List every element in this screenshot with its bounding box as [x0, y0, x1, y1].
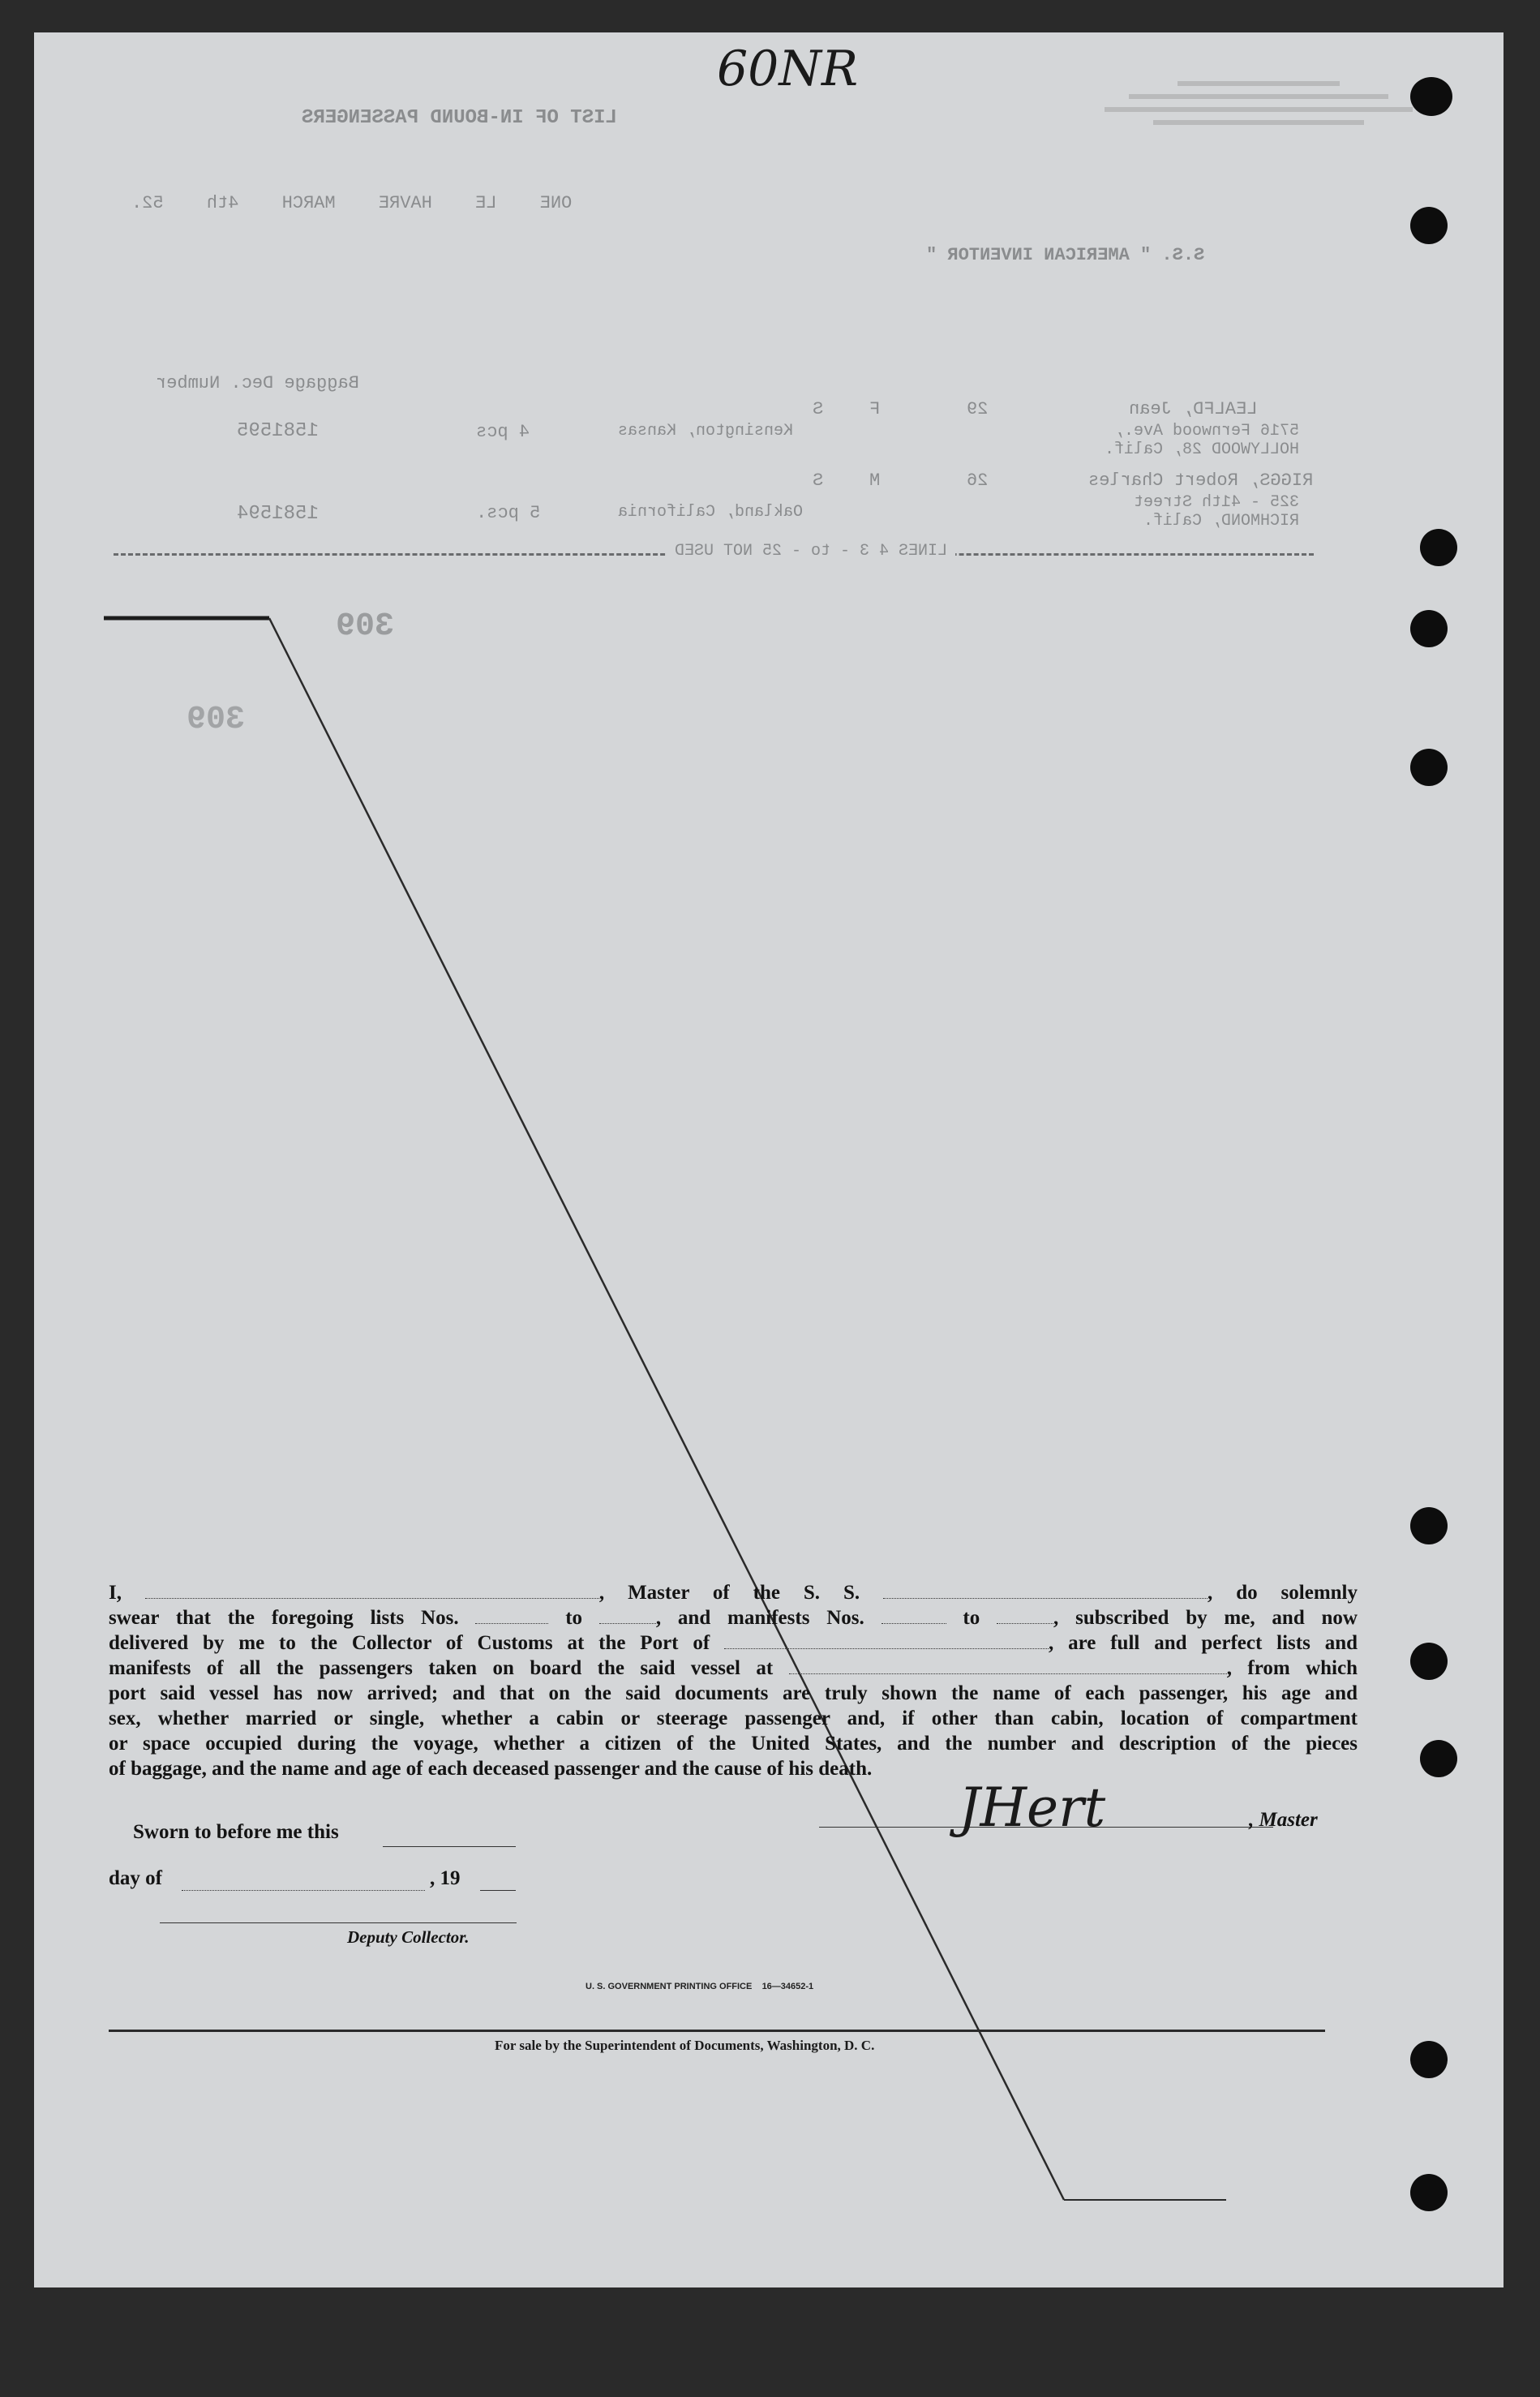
age: 29 [967, 399, 989, 419]
status: S [813, 470, 824, 491]
stamp-number: 309 [336, 608, 395, 645]
cancellation-line [34, 32, 1504, 2287]
punch-hole [1410, 1507, 1448, 1544]
punch-hole [1410, 749, 1448, 786]
age: 26 [967, 470, 989, 491]
handwritten-reference: 60NR [717, 41, 859, 97]
voyage-line-bleed: ONE LE HAVRE MARCH 4th 52. [131, 193, 573, 213]
punch-hole [1420, 1740, 1457, 1777]
deputy-line [160, 1922, 517, 1923]
manifest-page [34, 32, 1504, 2287]
oath-line-1: I, , Master of the S. S. , do solemnly [109, 1582, 1358, 1604]
sworn-label: Sworn to before me this [133, 1821, 339, 1843]
printing-office-imprint: U. S. GOVERNMENT PRINTING OFFICE 16—34652-1 [586, 1982, 814, 1991]
passenger-name: LEALFD, Jean [1129, 399, 1258, 419]
passenger-address: 5716 Fernwood Ave., HOLLYWOOD 28, Calif. [1104, 422, 1299, 459]
year-label: , 19 [430, 1867, 461, 1889]
pieces: 5 pcs. [476, 503, 541, 523]
oath-line-6: sex, whether married or single, whether a cabin or steerage passenger and, if other than cabin, location of compartment [109, 1708, 1358, 1729]
place: Kensington, Kansas [618, 422, 794, 440]
footer-text: For sale by the Superintendent of Documents, Washington, D. C. [495, 2038, 875, 2053]
punch-hole [1410, 1643, 1448, 1680]
sex: M [869, 470, 881, 491]
sworn-date-line [383, 1846, 516, 1847]
punch-hole [1410, 2174, 1448, 2211]
oath-line-4: manifests of all the passengers taken on board the said vessel at , from which [109, 1657, 1358, 1679]
list-title-bleed: LIST OF IN-BOUND PASSENGERS [302, 107, 617, 129]
punch-hole [1410, 207, 1448, 244]
stamp-number-faint: 309 [187, 702, 246, 738]
master-label: , Master [1249, 1809, 1318, 1831]
day-label: day of [109, 1867, 162, 1889]
lines-not-used: LINES 4 3 - to - 25 NOT USED [667, 542, 955, 561]
vessel-line-bleed: S.S. " AMERICAN INVENTOR " [926, 245, 1205, 265]
day-line [182, 1890, 425, 1891]
sex: F [869, 399, 881, 419]
place: Oakland, California [618, 503, 804, 522]
oath-line-7: or space occupied during the voyage, whether a citizen of the United States, and the number and description of the pieces [109, 1733, 1358, 1755]
oath-line-3: delivered by me to the Collector of Customs at the Port of , are full and perfect lists and [109, 1632, 1358, 1654]
oath-line-5: port said vessel has now arrived; and that on the said documents are truly shown the name of each passenger, his age and [109, 1682, 1358, 1704]
master-signature: JHert [959, 1776, 1106, 1839]
status: S [813, 399, 824, 419]
punch-hole [1410, 610, 1448, 647]
footer-rule [109, 2030, 1325, 2032]
passenger-address: 325 - 41th Street RICHMOND, Calif. [1133, 493, 1299, 531]
punch-hole [1410, 2041, 1448, 2078]
oath-line-2: swear that the foregoing lists Nos. to , and manifests Nos. to , subscribed by me, and now [109, 1607, 1358, 1629]
oath-paragraph [109, 1580, 1358, 1781]
baggage-number: 1581594 [237, 503, 319, 525]
punch-hole [1410, 77, 1452, 116]
baggage-header-bleed: Baggage Dec. Number [156, 373, 359, 393]
pieces: 4 pcs [476, 422, 530, 442]
year-line [480, 1890, 516, 1891]
passenger-name: RIGGS, Robert Charles [1088, 470, 1314, 491]
punch-hole [1420, 529, 1457, 566]
oath-line-8: of baggage, and the name and age of each deceased passenger and the cause of his death. [109, 1758, 873, 1780]
baggage-number: 1581595 [237, 420, 319, 442]
deputy-label: Deputy Collector. [347, 1927, 470, 1947]
